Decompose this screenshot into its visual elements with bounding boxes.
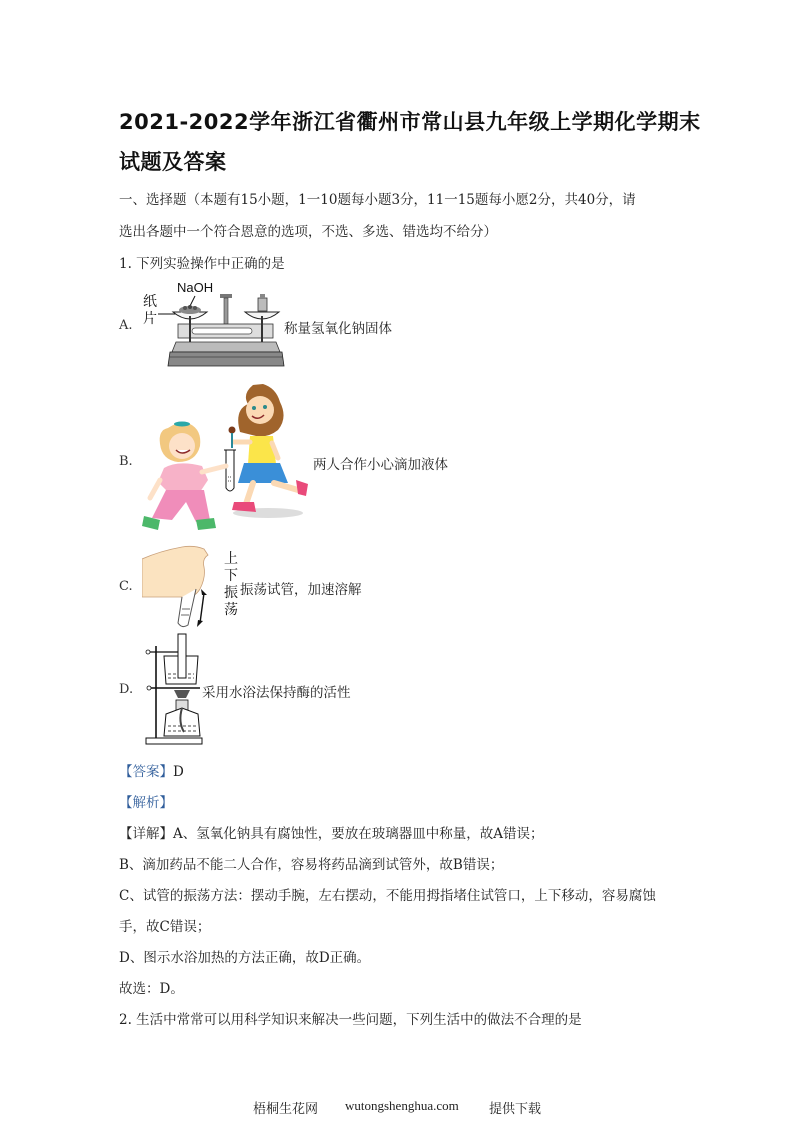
hand-test-tube-icon bbox=[142, 545, 212, 629]
option-b-label: B. bbox=[119, 454, 133, 469]
detail-conclusion: 故选：D。 bbox=[119, 981, 184, 997]
detail-line-c-cont: 手，故C错误； bbox=[119, 919, 211, 935]
option-d-caption: 采用水浴法保持酶的活性 bbox=[202, 685, 351, 701]
question-2-stem: 2. 生活中常常可以用科学知识来解决一些问题，下列生活中的做法不合理的是 bbox=[119, 1012, 582, 1028]
answer-label: 【答案】 bbox=[119, 764, 173, 780]
vertical-char: 荡 bbox=[224, 602, 238, 618]
option-d-label: D. bbox=[119, 682, 134, 697]
document-title-line1: 2021-2022学年浙江省衢州市常山县九年级上学期化学期末 bbox=[119, 110, 701, 134]
detail-line-c: C、试管的振荡方法：摆动手腕，左右摆动，不能用拇指堵住试管口，上下移动，容易腐蚀 bbox=[119, 888, 656, 904]
option-b-caption: 两人合作小心滴加液体 bbox=[313, 457, 448, 473]
vertical-char: 振 bbox=[224, 585, 238, 601]
detail-line-d: D、图示水浴加热的方法正确，故D正确。 bbox=[119, 950, 371, 966]
option-c-caption: 振荡试管，加速溶解 bbox=[240, 582, 362, 598]
water-bath-apparatus-icon bbox=[144, 632, 204, 746]
detail-line-b: B、滴加药品不能二人合作，容易将药品滴到试管外，故B错误； bbox=[119, 857, 504, 873]
water-bath-figure bbox=[144, 632, 204, 746]
option-a-caption: 称量氢氧化钠固体 bbox=[284, 321, 392, 337]
two-girls-dropping-liquid-icon bbox=[138, 380, 313, 538]
paper-label: 纸片 bbox=[143, 294, 157, 327]
footer-note: 提供下载 bbox=[489, 1102, 542, 1117]
document-title-line2: 试题及答案 bbox=[119, 150, 227, 174]
question-1-stem: 1. 下列实验操作中正确的是 bbox=[119, 256, 285, 272]
section-intro-line1: 一、选择题（本题有15小题，1一10题每小题3分，11一15题每小愿2分，共40分，请 bbox=[119, 192, 636, 208]
naoh-label: NaOH bbox=[177, 280, 214, 295]
balance-scale-figure bbox=[140, 280, 285, 368]
option-c-label: C. bbox=[119, 579, 133, 594]
answer-value: D bbox=[173, 764, 184, 780]
hand-shaking-tube-figure bbox=[142, 545, 212, 629]
footer-site-name: 梧桐生花网 bbox=[253, 1102, 319, 1117]
analysis-label: 【解析】 bbox=[119, 795, 173, 811]
vertical-shake-label bbox=[224, 551, 239, 619]
answer-line bbox=[119, 760, 184, 780]
vertical-char: 下 bbox=[224, 568, 238, 584]
footer-site-url[interactable]: wutongshenghua.com bbox=[345, 1098, 459, 1113]
two-girls-figure bbox=[138, 380, 313, 538]
detail-text: A、氢氧化钠具有腐蚀性，要放在玻璃器皿中称量，故A错误； bbox=[173, 826, 544, 842]
option-a-label: A. bbox=[119, 318, 133, 333]
balance-scale-icon bbox=[140, 280, 285, 368]
section-intro-line2: 选出各题中一个符合恩意的选项，不选、多选、错选均不给分） bbox=[119, 224, 497, 240]
detail-line-a bbox=[119, 822, 544, 842]
vertical-char: 上 bbox=[224, 551, 238, 567]
detail-label: 【详解】 bbox=[119, 826, 173, 842]
